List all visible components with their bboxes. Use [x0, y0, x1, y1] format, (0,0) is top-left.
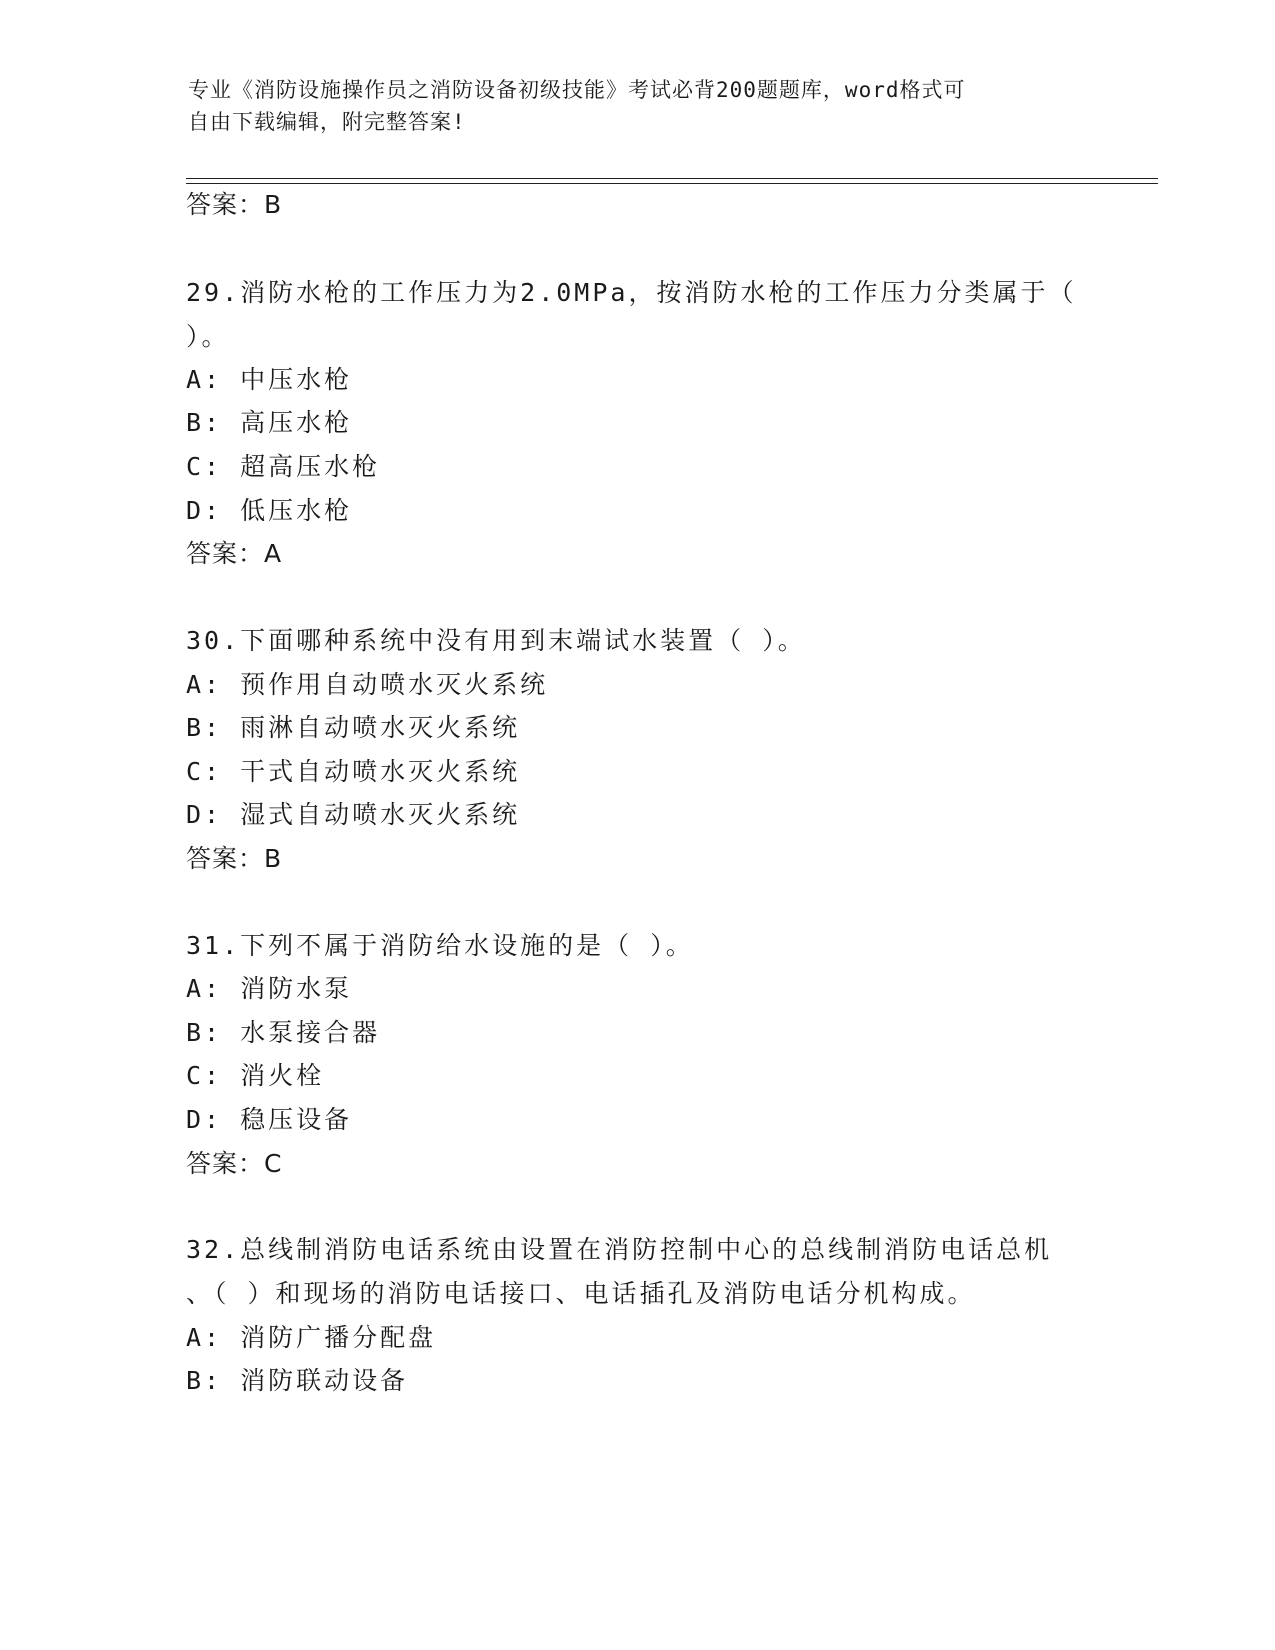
header-line-2: 自由下载编辑，附完整答案!: [188, 110, 466, 134]
question-29-stem-cont: ）。: [186, 322, 230, 351]
question-32-stem-cont: 、（ ）和现场的消防电话接口、电话插孔及消防电话分机构成。: [186, 1279, 976, 1308]
header-divider-top: [186, 178, 1158, 179]
question-29-stem: 29.消防水枪的工作压力为2.0MPa，按消防水枪的工作压力分类属于（: [186, 278, 1077, 307]
question-31-option-b: B: 水泵接合器: [186, 1018, 381, 1047]
question-29-option-b: B: 高压水枪: [186, 408, 353, 437]
question-32-option-b: B: 消防联动设备: [186, 1366, 409, 1395]
answer-30: 答案：B: [186, 844, 283, 873]
question-30-option-b: B: 雨淋自动喷水灭火系统: [186, 713, 521, 742]
question-31-option-c: C: 消火栓: [186, 1061, 325, 1090]
question-30-option-d: D: 湿式自动喷水灭火系统: [186, 800, 521, 829]
question-31-stem: 31.下列不属于消防给水设施的是（ ）。: [186, 931, 694, 960]
answer-31: 答案：C: [186, 1149, 283, 1178]
question-32-option-a: A: 消防广播分配盘: [186, 1323, 437, 1352]
question-29-option-c: C: 超高压水枪: [186, 452, 381, 481]
question-31-option-a: A: 消防水泵: [186, 974, 353, 1003]
header-divider-bottom: [186, 183, 1158, 184]
question-30-option-a: A: 预作用自动喷水灭火系统: [186, 670, 549, 699]
document-header: [188, 74, 1088, 138]
question-32-stem: 32.总线制消防电话系统由设置在消防控制中心的总线制消防电话总机: [186, 1235, 1053, 1264]
answer-28: 答案：B: [186, 190, 283, 219]
question-31-option-d: D: 稳压设备: [186, 1105, 353, 1134]
question-30-stem: 30.下面哪种系统中没有用到末端试水装置（ ）。: [186, 626, 806, 655]
answer-29: 答案：A: [186, 539, 283, 568]
header-line-1: 专业《消防设施操作员之消防设备初级技能》考试必背200题题库，word格式可: [188, 78, 966, 102]
question-29-option-d: D: 低压水枪: [186, 496, 353, 525]
question-29-option-a: A: 中压水枪: [186, 365, 353, 394]
question-30-option-c: C: 干式自动喷水灭火系统: [186, 757, 521, 786]
